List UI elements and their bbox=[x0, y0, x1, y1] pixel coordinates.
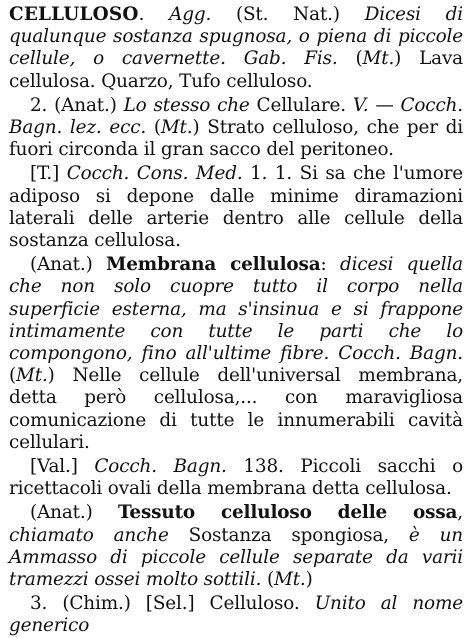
text-segment: Cocch. Cons. Med. bbox=[66, 163, 243, 185]
text-segment: ( bbox=[337, 48, 363, 70]
text-segment: Cocch. Bagn. lez. ecc. bbox=[9, 94, 463, 139]
text-segment: Mt. bbox=[160, 117, 193, 139]
text-segment: V. bbox=[352, 94, 369, 116]
entry-citation-cocchi-cons-med bbox=[9, 163, 463, 252]
text-segment: Mt. bbox=[274, 569, 306, 591]
text-segment: [Val.] bbox=[30, 456, 95, 478]
text-segment: Membrana cellulosa bbox=[106, 254, 321, 276]
text-segment: . bbox=[138, 4, 170, 25]
entry-sense-3-chim bbox=[9, 593, 463, 637]
text-segment: : bbox=[320, 254, 340, 276]
text-segment: ( bbox=[146, 117, 161, 139]
text-segment: ) Strato celluloso, che per di fuori circonda il gran sacco del peritoneo. bbox=[9, 117, 464, 161]
text-segment: ) bbox=[305, 569, 313, 591]
text-segment: Mt. bbox=[362, 48, 395, 70]
text-segment: 3. (Chim.) [Sel.] Celluloso. bbox=[30, 593, 315, 615]
text-segment: ( bbox=[9, 365, 17, 387]
text-segment: — bbox=[368, 94, 401, 116]
text-segment: 138. Piccoli sacchi o ricettacoli ovali della membrana detta cellulosa. bbox=[9, 456, 463, 500]
text-segment: [T.] bbox=[30, 163, 67, 185]
text-segment: Sostanza spongiosa, bbox=[168, 524, 409, 546]
entry-tessuto-celluloso bbox=[9, 502, 463, 591]
entry-sense-2-anat bbox=[9, 95, 463, 162]
text-segment: ) Lava cellulosa. Quarzo, Tufo celluloso. bbox=[9, 48, 464, 92]
text-segment: Lo stesso che bbox=[123, 94, 250, 116]
text-segment: Unito al nome generico bbox=[9, 593, 464, 637]
text-segment: 2. (Anat.) bbox=[30, 94, 124, 116]
text-segment: ) Nelle cellule dell'universal membrana, detta però cellulosa,... con maravigliosa comunicazione di tutte le innumerabili cavità cellulari. bbox=[9, 365, 463, 453]
text-segment: Cocch. Bagn. bbox=[94, 456, 227, 478]
text-segment: ( bbox=[261, 569, 275, 591]
text-segment: (Anat.) bbox=[30, 254, 107, 276]
text-segment: 1. 1. Si sa che l'umore adiposo si depone dalle minime diramazioni laterali delle arterie dentro alle cellule della sostanza cellulosa. bbox=[9, 163, 463, 252]
text-segment: Cellulare. bbox=[249, 94, 353, 116]
text-segment: (St. Nat.) bbox=[211, 4, 365, 25]
entry-citation-cocchi-bagn-138 bbox=[9, 456, 463, 500]
text-segment: (Anat.) bbox=[30, 502, 118, 524]
text-segment: Dicesi di qualunque sostanza spugnosa, o piena di piccole cellule, o cavernette. Gab. Fis. bbox=[9, 4, 464, 70]
entry-celluloso bbox=[9, 4, 463, 93]
text-segment: Mt. bbox=[16, 365, 48, 387]
text-segment: chiamato anche bbox=[9, 524, 169, 546]
text-segment: Agg. bbox=[169, 4, 212, 25]
entry-membrana-cellulosa bbox=[9, 254, 463, 454]
text-segment: , bbox=[457, 502, 463, 524]
text-segment: è un Ammasso di piccole cellule separate da varii tramezzi ossei molto sottili. bbox=[9, 524, 463, 591]
text-segment: Tessuto celluloso delle ossa bbox=[117, 502, 458, 524]
text-segment: dicesi quella che non solo cuopre tutto il corpo nella superficie esterna, ma s'insinua e si frappone intimamente con tutte le parti che lo compongono, fino all'ultime fibre. Cocch. Bagn. bbox=[9, 254, 463, 365]
text-segment: CELLULOSO bbox=[9, 4, 139, 25]
